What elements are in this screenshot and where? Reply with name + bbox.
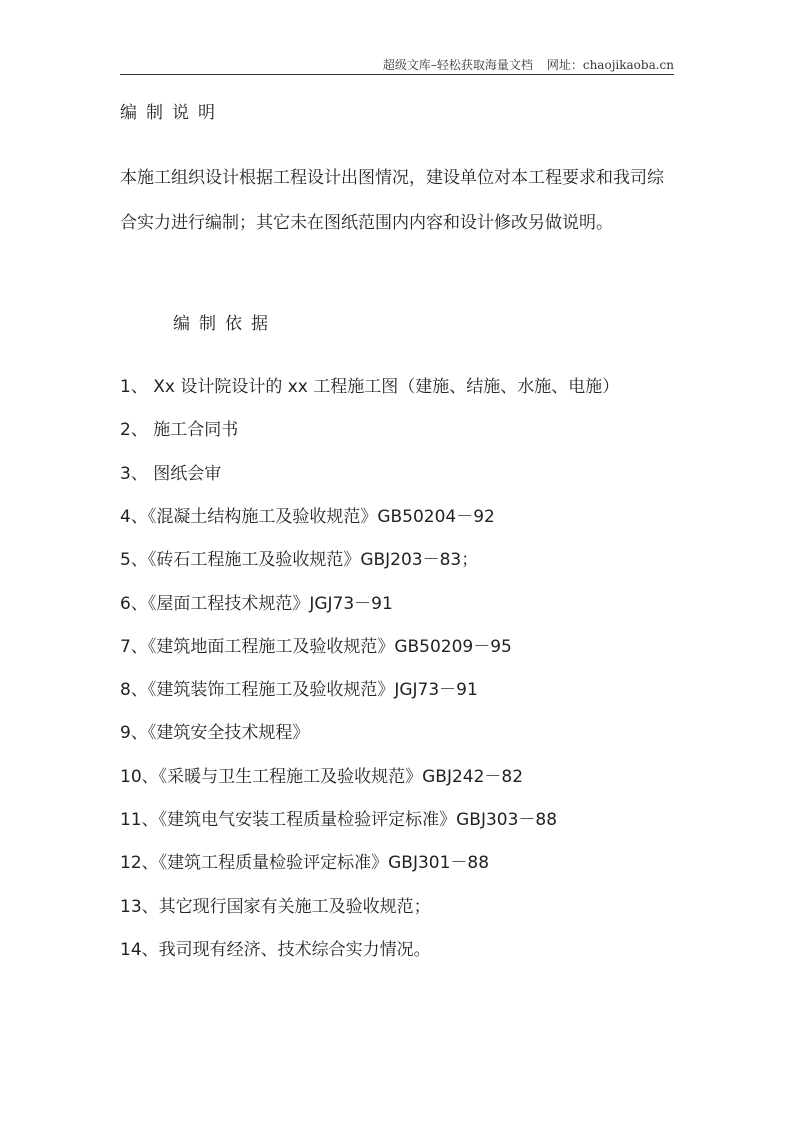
list-item: 5、《砖石工程施工及验收规范》GBJ203－83； (120, 550, 479, 571)
list-item: 12、《建筑工程质量检验评定标准》GBJ301－88 (120, 853, 490, 874)
list-item: 9、《建筑安全技术规程》 (120, 723, 310, 744)
list-item: 1、 Xx 设计院设计的 xx 工程施工图（建施、结施、水施、电施） (120, 377, 620, 397)
list-item: 6、《屋面工程技术规范》JGJ73－91 (120, 593, 393, 614)
header-url: 网址：chaojikaoba.cn (546, 58, 674, 72)
list-item: 8、《建筑装饰工程施工及验收规范》JGJ73－91 (120, 680, 478, 701)
list-item: 2、 施工合同书 (120, 420, 239, 441)
header-rule (120, 74, 674, 75)
list-item: 13、其它现行国家有关施工及验收规范； (120, 896, 431, 917)
section-title-description: 编制说明 (120, 103, 224, 123)
list-item: 10、《采暖与卫生工程施工及验收规范》GBJ242－82 (120, 766, 524, 787)
list-item: 11、《建筑电气安装工程质量检验评定标准》GBJ303－88 (120, 810, 558, 830)
description-paragraph: 本施工组织设计根据工程设计出图情况，建设单位对本工程要求和我司综合实力进行编制；其它未在图纸范围内内容和设计修改另做说明。 (120, 168, 664, 233)
page-header (120, 56, 674, 73)
list-item: 4、《混凝土结构施工及验收规范》GB50204－92 (120, 506, 495, 527)
list-item: 3、 图纸会审 (120, 463, 222, 484)
section-title-basis: 编制依据 (173, 314, 277, 334)
header-site: 超级文库–轻松获取海量文档 (382, 58, 533, 72)
list-item: 7、《建筑地面工程施工及验收规范》GB50209－95 (120, 636, 512, 657)
list-item: 14、我司现有经济、技术综合实力情况。 (120, 939, 431, 960)
